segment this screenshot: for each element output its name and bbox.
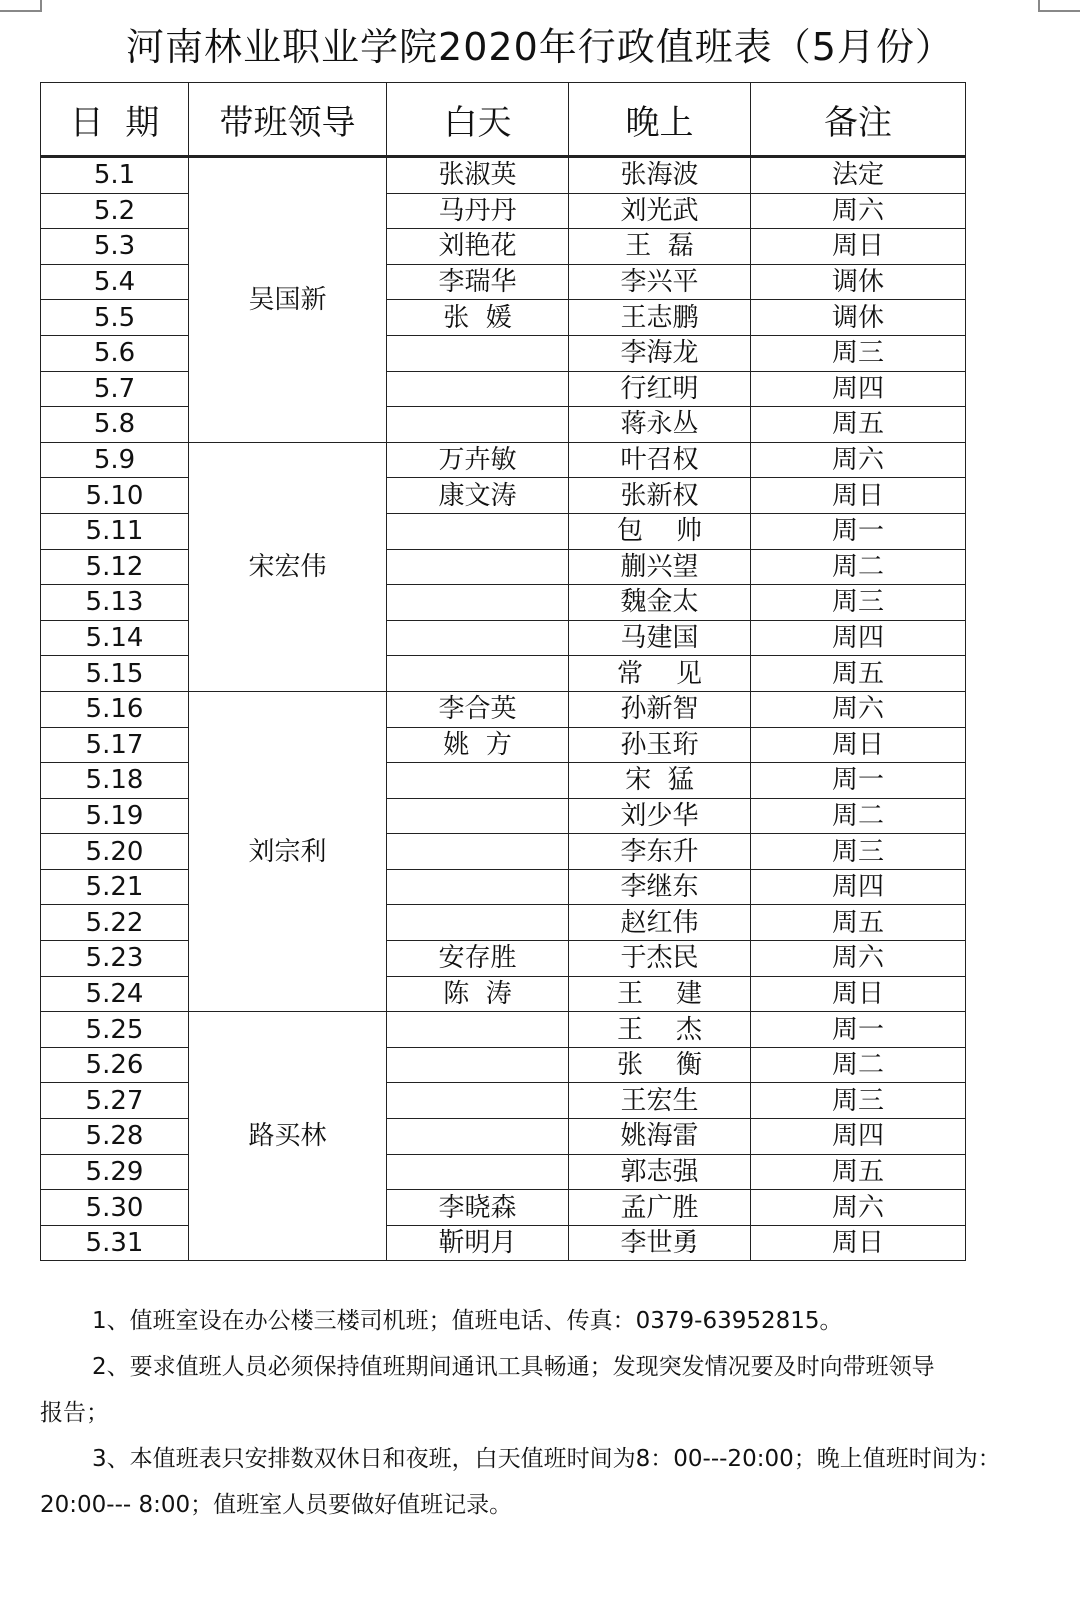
table-row: [41, 1119, 966, 1155]
corner-mark-right: [1038, 0, 1080, 12]
day-duty-cell: [387, 1047, 569, 1083]
date-cell: 5.7: [41, 371, 189, 407]
night-duty-cell: 刘少华: [569, 798, 751, 834]
day-duty-cell: 安存胜: [387, 941, 569, 977]
night-duty-cell: 常 见: [569, 656, 751, 692]
table-row: [41, 798, 966, 834]
notes-section: [40, 1298, 1005, 1528]
note-cell: 周日: [751, 1225, 966, 1261]
day-duty-cell: 张 媛: [387, 300, 569, 336]
night-duty-cell: 行红明: [569, 371, 751, 407]
note-cell: 周六: [751, 193, 966, 229]
night-duty-cell: 蒋永丛: [569, 407, 751, 443]
date-cell: 5.26: [41, 1047, 189, 1083]
table-row: [41, 941, 966, 977]
date-cell: 5.16: [41, 691, 189, 727]
header-day: 白天: [387, 83, 569, 157]
note-cell: 周一: [751, 763, 966, 799]
note-cell: 周四: [751, 869, 966, 905]
day-duty-cell: [387, 371, 569, 407]
date-cell: 5.3: [41, 229, 189, 265]
night-duty-cell: 于杰民: [569, 941, 751, 977]
date-cell: 5.8: [41, 407, 189, 443]
day-duty-cell: [387, 763, 569, 799]
date-cell: 5.12: [41, 549, 189, 585]
day-duty-cell: 张淑英: [387, 157, 569, 194]
note-1: 1、值班室设在办公楼三楼司机班；值班电话、传真：0379-63952815。: [92, 1308, 843, 1334]
night-duty-cell: 李世勇: [569, 1225, 751, 1261]
table-row: [41, 549, 966, 585]
note-cell: 周日: [751, 478, 966, 514]
night-duty-cell: 刘光武: [569, 193, 751, 229]
header-date: 日 期: [41, 83, 189, 157]
table-row: [41, 1190, 966, 1226]
note-3: 3、本值班表只安排数双休日和夜班，白天值班时间为8：00---20:00；晚上值班时间为：20:00--- 8:00；值班室人员要做好值班记录。: [40, 1446, 1001, 1518]
note-cell: 周四: [751, 620, 966, 656]
table-row: [41, 905, 966, 941]
night-duty-cell: 郭志强: [569, 1154, 751, 1190]
leader-cell: 吴国新: [189, 157, 387, 443]
night-duty-cell: 包 帅: [569, 513, 751, 549]
duty-table: [40, 82, 966, 1261]
table-row: [41, 1012, 966, 1048]
date-cell: 5.14: [41, 620, 189, 656]
date-cell: 5.22: [41, 905, 189, 941]
note-cell: 周六: [751, 691, 966, 727]
day-duty-cell: [387, 905, 569, 941]
night-duty-cell: 张海波: [569, 157, 751, 194]
day-duty-cell: 李晓森: [387, 1190, 569, 1226]
table-row: [41, 1047, 966, 1083]
night-duty-cell: 叶召权: [569, 442, 751, 478]
day-duty-cell: [387, 798, 569, 834]
table-row: [41, 763, 966, 799]
note-cell: 周二: [751, 549, 966, 585]
note-cell: 周六: [751, 1190, 966, 1226]
day-duty-cell: [387, 1083, 569, 1119]
page-title: 河南林业职业学院2020年行政值班表（5月份）: [126, 25, 954, 69]
table-body: [41, 157, 966, 1261]
date-cell: 5.31: [41, 1225, 189, 1261]
night-duty-cell: 赵红伟: [569, 905, 751, 941]
day-duty-cell: [387, 834, 569, 870]
date-cell: 5.13: [41, 585, 189, 621]
table-row: [41, 229, 966, 265]
night-duty-cell: 李兴平: [569, 264, 751, 300]
note-cell: 周六: [751, 941, 966, 977]
date-cell: 5.11: [41, 513, 189, 549]
day-duty-cell: 靳明月: [387, 1225, 569, 1261]
date-cell: 5.15: [41, 656, 189, 692]
day-duty-cell: [387, 620, 569, 656]
table-row: [41, 1225, 966, 1261]
day-duty-cell: [387, 656, 569, 692]
table-row: [41, 407, 966, 443]
night-duty-cell: 孙玉珩: [569, 727, 751, 763]
date-cell: 5.5: [41, 300, 189, 336]
header-leader: 带班领导: [189, 83, 387, 157]
night-duty-cell: 李海龙: [569, 335, 751, 371]
table-row: [41, 157, 966, 194]
day-duty-cell: 刘艳花: [387, 229, 569, 265]
day-duty-cell: 康文涛: [387, 478, 569, 514]
note-cell: 周二: [751, 1047, 966, 1083]
leader-cell: 宋宏伟: [189, 442, 387, 691]
table-row: [41, 371, 966, 407]
date-cell: 5.17: [41, 727, 189, 763]
night-duty-cell: 王 建: [569, 976, 751, 1012]
date-cell: 5.4: [41, 264, 189, 300]
date-cell: 5.18: [41, 763, 189, 799]
night-duty-cell: 宋 猛: [569, 763, 751, 799]
date-cell: 5.1: [41, 157, 189, 194]
date-cell: 5.24: [41, 976, 189, 1012]
table-row: [41, 300, 966, 336]
table-row: [41, 1154, 966, 1190]
day-duty-cell: [387, 1154, 569, 1190]
table-row: [41, 869, 966, 905]
date-cell: 5.27: [41, 1083, 189, 1119]
table-row: [41, 691, 966, 727]
note-cell: 周六: [751, 442, 966, 478]
date-cell: 5.10: [41, 478, 189, 514]
date-cell: 5.28: [41, 1119, 189, 1155]
table-row: [41, 513, 966, 549]
table-row: [41, 478, 966, 514]
night-duty-cell: 王 杰: [569, 1012, 751, 1048]
note-cell: 周四: [751, 1119, 966, 1155]
header-note: 备注: [751, 83, 966, 157]
day-duty-cell: [387, 1119, 569, 1155]
day-duty-cell: [387, 1012, 569, 1048]
header-night: 晚上: [569, 83, 751, 157]
note-2: 2、要求值班人员必须保持值班期间通讯工具畅通；发现突发情况要及时向带班领导报告；: [40, 1354, 935, 1426]
date-cell: 5.6: [41, 335, 189, 371]
table-row: [41, 193, 966, 229]
note-cell: 周三: [751, 834, 966, 870]
table-row: [41, 656, 966, 692]
corner-mark-left: [0, 0, 42, 12]
note-cell: 周五: [751, 905, 966, 941]
day-duty-cell: [387, 513, 569, 549]
date-cell: 5.25: [41, 1012, 189, 1048]
note-cell: 周三: [751, 335, 966, 371]
table-row: [41, 335, 966, 371]
day-duty-cell: [387, 407, 569, 443]
note-cell: 周日: [751, 976, 966, 1012]
note-cell: 周日: [751, 727, 966, 763]
date-cell: 5.19: [41, 798, 189, 834]
table-row: [41, 727, 966, 763]
date-cell: 5.23: [41, 941, 189, 977]
note-cell: 调休: [751, 264, 966, 300]
day-duty-cell: 马丹丹: [387, 193, 569, 229]
table-row: [41, 264, 966, 300]
date-cell: 5.30: [41, 1190, 189, 1226]
day-duty-cell: 万卉敏: [387, 442, 569, 478]
night-duty-cell: 张 衡: [569, 1047, 751, 1083]
night-duty-cell: 孟广胜: [569, 1190, 751, 1226]
date-cell: 5.29: [41, 1154, 189, 1190]
night-duty-cell: 马建国: [569, 620, 751, 656]
night-duty-cell: 李东升: [569, 834, 751, 870]
date-cell: 5.21: [41, 869, 189, 905]
note-cell: 周一: [751, 513, 966, 549]
table-row: [41, 1083, 966, 1119]
day-duty-cell: 李合英: [387, 691, 569, 727]
date-cell: 5.20: [41, 834, 189, 870]
day-duty-cell: [387, 585, 569, 621]
note-cell: 周三: [751, 585, 966, 621]
day-duty-cell: 李瑞华: [387, 264, 569, 300]
date-cell: 5.9: [41, 442, 189, 478]
note-cell: 周五: [751, 407, 966, 443]
note-cell: 法定: [751, 157, 966, 194]
day-duty-cell: [387, 869, 569, 905]
day-duty-cell: 陈 涛: [387, 976, 569, 1012]
night-duty-cell: 姚海雷: [569, 1119, 751, 1155]
note-cell: 周五: [751, 1154, 966, 1190]
table-row: [41, 620, 966, 656]
note-cell: 调休: [751, 300, 966, 336]
table-row: [41, 976, 966, 1012]
day-duty-cell: [387, 549, 569, 585]
night-duty-cell: 王 磊: [569, 229, 751, 265]
night-duty-cell: 魏金太: [569, 585, 751, 621]
table-row: [41, 834, 966, 870]
leader-cell: 路买林: [189, 1012, 387, 1261]
night-duty-cell: 王宏生: [569, 1083, 751, 1119]
night-duty-cell: 李继东: [569, 869, 751, 905]
note-cell: 周四: [751, 371, 966, 407]
table-header-row: [41, 83, 966, 157]
night-duty-cell: 孙新智: [569, 691, 751, 727]
leader-cell: 刘宗利: [189, 691, 387, 1011]
note-cell: 周二: [751, 798, 966, 834]
day-duty-cell: [387, 335, 569, 371]
date-cell: 5.2: [41, 193, 189, 229]
note-cell: 周五: [751, 656, 966, 692]
note-cell: 周一: [751, 1012, 966, 1048]
day-duty-cell: 姚 方: [387, 727, 569, 763]
note-cell: 周日: [751, 229, 966, 265]
table-row: [41, 585, 966, 621]
note-cell: 周三: [751, 1083, 966, 1119]
night-duty-cell: 王志鹏: [569, 300, 751, 336]
night-duty-cell: 蒯兴望: [569, 549, 751, 585]
night-duty-cell: 张新权: [569, 478, 751, 514]
table-row: [41, 442, 966, 478]
